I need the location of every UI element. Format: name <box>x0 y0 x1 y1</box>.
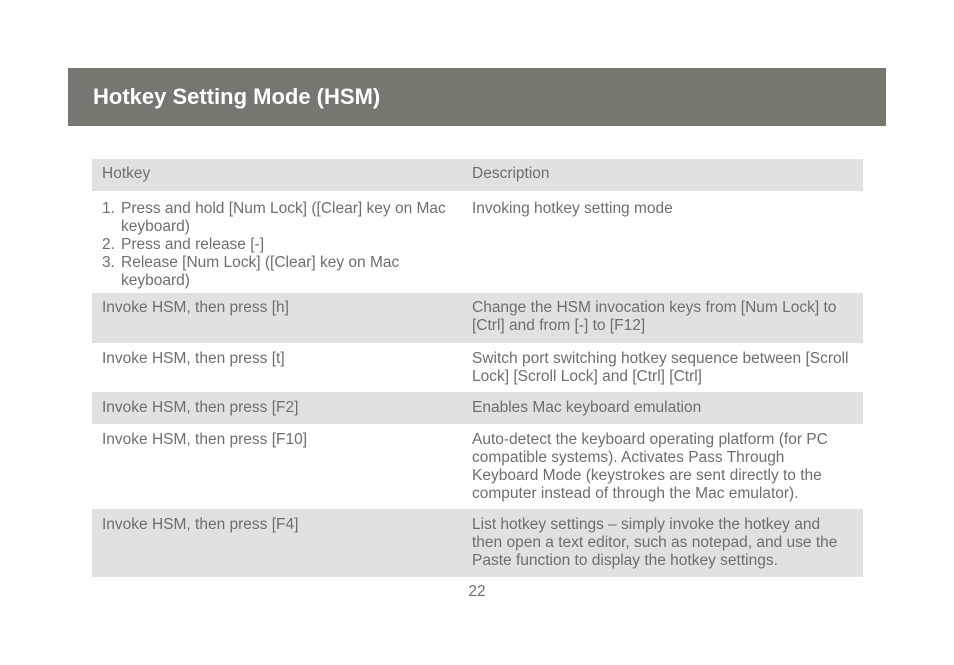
page-title: Hotkey Setting Mode (HSM) <box>93 84 381 109</box>
step-number: 3. <box>102 254 115 271</box>
step-number: 2. <box>102 236 115 253</box>
table-row <box>92 293 863 343</box>
table-row <box>92 509 863 577</box>
hotkey-steps-cell <box>92 200 462 293</box>
description-cell: List hotkey settings – simply invoke the hotkey and then open a text editor, such as notepad, and use the Paste function to display the hotkey settings. <box>472 516 838 569</box>
column-header-description: Description <box>472 165 550 182</box>
invocation-steps-list <box>102 200 446 290</box>
description-cell: Invoking hotkey setting mode <box>472 200 673 217</box>
table-row <box>92 343 863 392</box>
hotkey-cell: Invoke HSM, then press [t] <box>102 350 285 367</box>
step-text: Press and hold [Num Lock] ([Clear] key on Mac keyboard) <box>121 200 446 235</box>
table-row <box>92 424 863 509</box>
step-text: Press and release [-] <box>121 236 265 253</box>
description-cell: Auto-detect the keyboard operating platform (for PC compatible systems). Activates Pass Through Keyboard Mode (keystrokes are sent directly to the computer instead of through the Mac emulator). <box>472 431 828 502</box>
hotkey-cell: Invoke HSM, then press [F10] <box>102 431 308 448</box>
list-item <box>102 200 446 236</box>
column-header-hotkey: Hotkey <box>102 165 151 182</box>
table-row <box>92 191 863 293</box>
description-cell: Change the HSM invocation keys from [Num Lock] to [Ctrl] and from [-] to [F12] <box>472 299 837 334</box>
list-item <box>102 254 446 290</box>
hotkey-cell: Invoke HSM, then press [h] <box>102 299 289 316</box>
list-item <box>102 236 446 254</box>
page-number: 22 <box>468 583 486 600</box>
section-header-banner <box>68 68 886 126</box>
step-text: Release [Num Lock] ([Clear] key on Mac keyboard) <box>121 254 400 289</box>
table-header-row <box>92 159 863 191</box>
description-cell: Enables Mac keyboard emulation <box>472 399 702 416</box>
hotkey-cell: Invoke HSM, then press [F2] <box>102 399 299 416</box>
hotkey-table <box>92 159 863 577</box>
table-row <box>92 392 863 424</box>
step-number: 1. <box>102 200 115 217</box>
hotkey-cell: Invoke HSM, then press [F4] <box>102 516 299 533</box>
description-cell: Switch port switching hotkey sequence between [Scroll Lock] [Scroll Lock] and [Ctrl] [Ctrl] <box>472 350 849 385</box>
